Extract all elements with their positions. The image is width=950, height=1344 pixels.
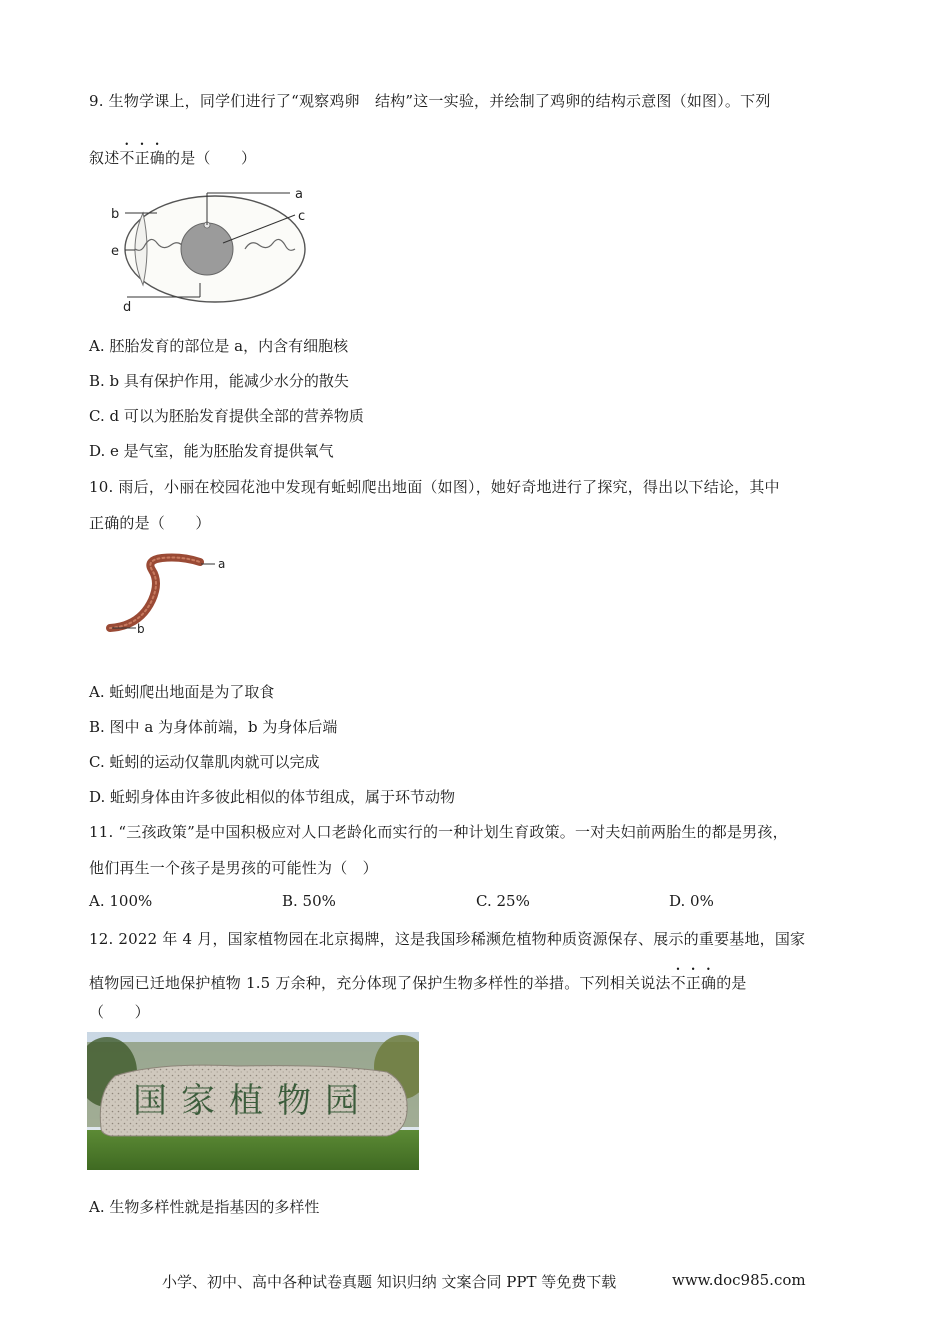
q11-option-d[interactable]: D. 0% [669, 892, 714, 910]
footer-url[interactable]: www.doc985.com [672, 1271, 806, 1289]
label-b: b [111, 207, 120, 222]
footer-text: 小学、初中、高中各种试卷真题 知识归纳 文案合同 PPT 等免费下载 [162, 1273, 617, 1291]
q9-stem-pre: 叙述 [89, 149, 120, 167]
q9-stem-post: 的是（ ） [165, 149, 257, 167]
q9-option-a[interactable]: A. 胚胎发育的部位是 a，内含有细胞核 [89, 337, 349, 355]
q9-option-d[interactable]: D. e 是气室，能为胚胎发育提供氧气 [89, 442, 334, 460]
earthworm-figure [100, 548, 240, 640]
q11-stem-line2: 他们再生一个孩子是男孩的可能性为（ ） [89, 859, 378, 877]
botanical-garden-photo [87, 1032, 419, 1170]
q9-emphasis: 不正确 [119, 149, 166, 167]
q10-option-b[interactable]: B. 图中 a 为身体前端，b 为身体后端 [89, 718, 338, 736]
q11-option-b[interactable]: B. 50% [282, 892, 336, 910]
q10-option-c[interactable]: C. 蚯蚓的运动仅靠肌肉就可以完成 [89, 753, 320, 771]
yolk [181, 223, 233, 275]
egg-structure-diagram [105, 185, 335, 315]
q12-option-a[interactable]: A. 生物多样性就是指基因的多样性 [89, 1198, 320, 1216]
label-c: c [298, 209, 306, 224]
q11-option-a[interactable]: A. 100% [89, 892, 153, 910]
label-e: e [111, 244, 119, 259]
q9-option-b[interactable]: B. b 具有保护作用，能减少水分的散失 [89, 372, 349, 390]
q10-option-d[interactable]: D. 蚯蚓身体由许多彼此相似的体节组成，属于环节动物 [89, 788, 456, 806]
q9-option-c[interactable]: C. d 可以为胚胎发育提供全部的营养物质 [89, 407, 364, 425]
stone-inscription: 国家植物园 [133, 1081, 373, 1121]
label-a: a [295, 187, 303, 202]
label-d: d [123, 300, 132, 315]
q10-option-a[interactable]: A. 蚯蚓爬出地面是为了取食 [89, 683, 275, 701]
q11-option-c[interactable]: C. 25% [476, 892, 530, 910]
q9-stem-line1: 9. 生物学课上，同学们进行了“观察鸡卵 结构”这一实验，并绘制了鸡卵的结构示意图（如图）。下列 [89, 92, 771, 110]
q12-emphasis: 不正确 [670, 974, 717, 992]
q12-stem-line3: （ ） [89, 1003, 150, 1021]
q12-stem-line2 [89, 965, 747, 993]
q10-stem-line1: 10. 雨后，小丽在校园花池中发现有蚯蚓爬出地面（如图），她好奇地进行了探究，得出以下结论，其中 [89, 478, 780, 496]
worm-label-b: b [137, 622, 145, 636]
q12-stem-pre: 植物园已迁地保护植物 1.5 万余种，充分体现了保护生物多样性的举措。下列相关说法 [89, 974, 671, 992]
q9-stem-line2 [89, 140, 256, 168]
q12-stem-post: 的是 [716, 974, 747, 992]
q11-stem-line1: 11. “三孩政策”是中国积极应对人口老龄化而实行的一种计划生育政策。一对夫妇前两胎生的都是男孩， [89, 823, 788, 841]
worm-label-a: a [218, 557, 226, 571]
q10-stem-line2: 正确的是（ ） [89, 514, 211, 532]
q12-stem-line1: 12. 2022 年 4 月，国家植物园在北京揭牌，这是我国珍稀濒危植物种质资源保存、展示的重要基地，国家 [89, 930, 806, 948]
